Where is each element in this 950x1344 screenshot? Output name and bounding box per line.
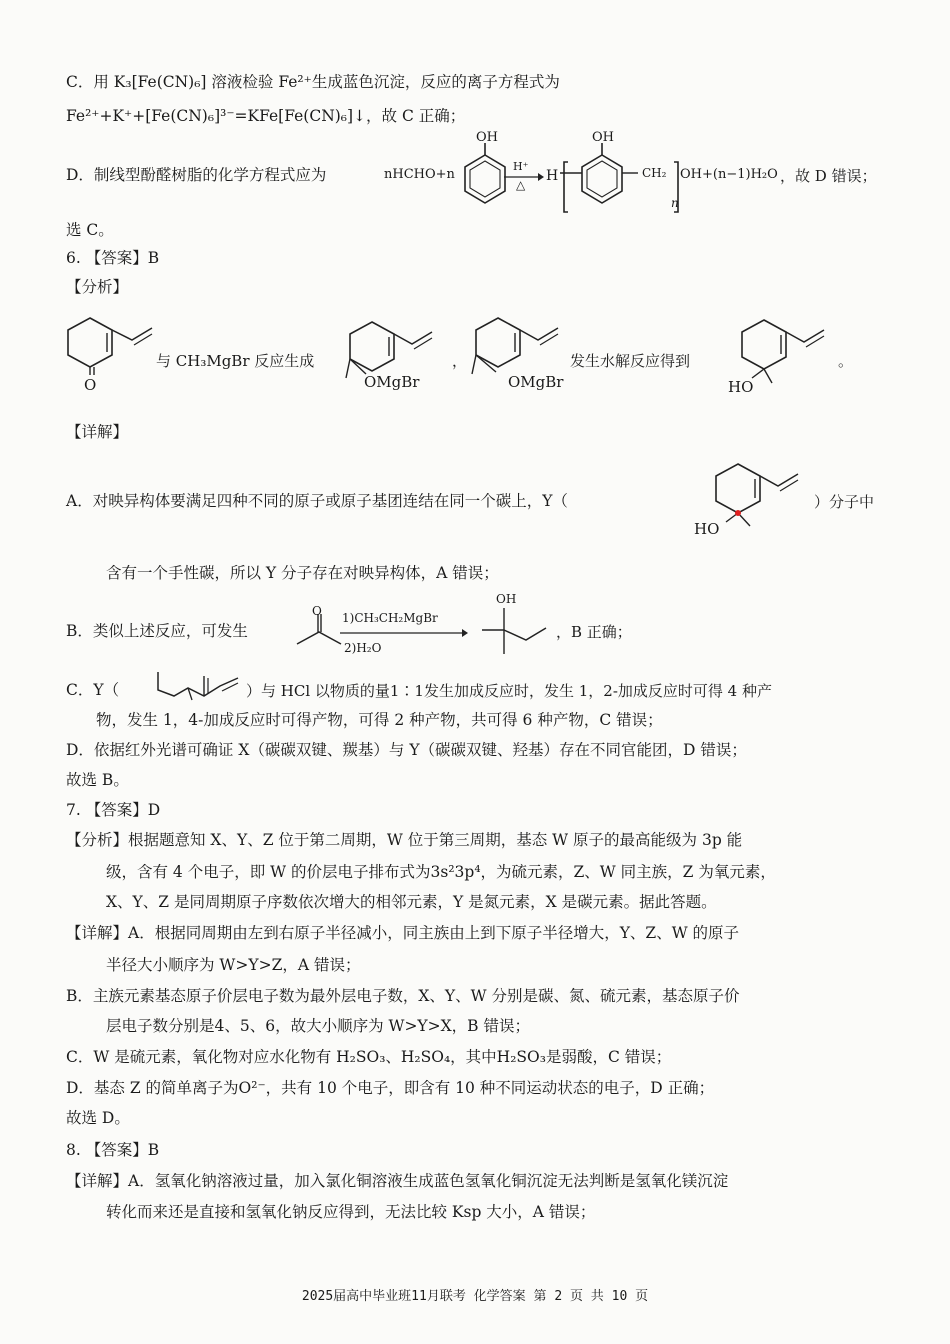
- q6-option-b-conclusion: ，B 正确；: [556, 623, 632, 641]
- carbonyl-o-label: O: [84, 376, 97, 394]
- q7-detail-line1: 【详解】A．根据同周期由左到右原子半径减小，同主族由上到下原子半径增大，Y、Z、W 的原子: [66, 924, 740, 942]
- diene-structure: [148, 666, 244, 702]
- q7-option-d: D．基态 Z 的简单离子为O²⁻，共有 10 个电子，即含有 10 种不同运动状态的电子，D 正确；: [66, 1079, 715, 1097]
- q7-option-b-line1: B．主族元素基态原子价层电子数为最外层电子数，X、Y、W 分别是碳、氮、硫元素，基态原子价: [66, 987, 740, 1005]
- repeat-n-label: n: [671, 196, 679, 210]
- q6-answer: 6. 【答案】B: [66, 249, 160, 267]
- q6-analysis-heading: 【分析】: [66, 278, 129, 296]
- q8-answer: 8. 【答案】B: [66, 1141, 160, 1159]
- analysis-end: 。: [838, 352, 854, 370]
- q6-option-c-line2: 物，发生 1，4-加成反应时可得产物，可得 2 种产物，共可得 6 种产物，C 错误；: [96, 711, 663, 729]
- heat-symbol: △: [516, 178, 526, 192]
- q7-answer: 7. 【答案】D: [66, 801, 161, 819]
- acetone-o-label: O: [312, 604, 322, 618]
- chiral-ho-label: HO: [694, 520, 720, 538]
- q6-option-a-line1: A．对映异构体要满足四种不同的原子或原子基团连结在同一个碳上，Y（: [66, 492, 568, 510]
- q8-detail-line1: 【详解】A．氢氧化钠溶液过量，加入氯化铜溶液生成蓝色氢氧化铜沉淀无法判断是氢氧化镁沉淀: [66, 1172, 729, 1190]
- q5-option-c-line1: C．用 K₃[Fe(CN)₆] 溶液检验 Fe²⁺生成蓝色沉淀，反应的离子方程式为: [66, 73, 560, 91]
- q6-option-a-line1-end: ）分子中: [814, 493, 875, 511]
- q6-option-c-line1: ）与 HCl 以物质的量1∶1发生加成反应时，发生 1，2-加成反应时可得 4 种产: [246, 682, 772, 700]
- q7-selection: 故选 D。: [66, 1109, 130, 1127]
- grignard-reagent: 1)CH₃CH₂MgBr: [342, 611, 438, 625]
- q5-option-c-line2: Fe²⁺+K⁺+[Fe(CN)₆]³⁻=KFe[Fe(CN)₆]↓，故 C 正确；: [66, 107, 466, 125]
- q7-option-b-line2: 层电子数分别是4、5、6，故大小顺序为 W>Y>X，B 错误；: [106, 1017, 531, 1035]
- q7-analysis-line3: X、Y、Z 是同周期原子序数依次增大的相邻元素，Y 是氮元素，X 是碳元素。据此答题。: [106, 893, 717, 911]
- q7-analysis-line2: 级，含有 4 个电子，即 W 的价层电子排布式为3s²3p⁴，为硫元素，Z、W 同主族，Z 为氧元素，: [106, 863, 776, 881]
- resin-products: OH+(n−1)H₂O: [680, 167, 778, 182]
- analysis-text-2: 发生水解反应得到: [570, 352, 691, 370]
- omgbr-label-2: OMgBr: [508, 373, 564, 391]
- q8-detail-line2: 转化而来还是直接和氢氧化钠反应得到，无法比较 Ksp 大小，A 错误；: [106, 1203, 596, 1221]
- analysis-text-1: 与 CH₃MgBr 反应生成: [156, 352, 315, 370]
- chiral-y-structure: [704, 460, 814, 535]
- resin-ch2-label: CH₂: [642, 166, 667, 180]
- q6-option-c-prefix: C．Y（: [66, 681, 120, 699]
- q6-detail-heading: 【详解】: [66, 423, 129, 441]
- product-h-label: H: [546, 168, 559, 184]
- q6-selection: 故选 B。: [66, 771, 129, 789]
- q5-option-d-conclusion: ，故 D 错误；: [780, 167, 877, 185]
- q6-option-b-prefix: B．类似上述反应，可发生: [66, 622, 248, 640]
- phenol-oh-label: OH: [476, 130, 498, 145]
- q7-option-c: C．W 是硫元素，氧化物对应水化物有 H₂SO₃、H₂SO₄，其中H₂SO₃是弱酸，C 错误；: [66, 1048, 672, 1066]
- hydrolysis-step: 2)H₂O: [344, 641, 382, 655]
- hydroxyl-ho-label: HO: [728, 378, 754, 396]
- comma: ，: [452, 352, 468, 370]
- grignard-arrow: [340, 628, 468, 638]
- omgbr-label-1: OMgBr: [364, 373, 420, 391]
- page-footer: 2025届高中毕业班11月联考 化学答案 第 2 页 共 10 页: [301, 1289, 649, 1304]
- q5-d-reactants: nHCHO+n: [384, 167, 455, 182]
- q7-detail-line2: 半径大小顺序为 W>Y>Z，A 错误；: [106, 956, 361, 974]
- q6-option-a-line2: 含有一个手性碳，所以 Y 分子存在对映异构体，A 错误；: [106, 564, 499, 582]
- q5-selection: 选 C。: [66, 221, 114, 239]
- q6-option-d: D．依据红外光谱可确证 X（碳碳双键、羰基）与 Y（碳碳双键、羟基）存在不同官能团，D 错误；: [66, 741, 747, 759]
- q7-analysis-line1: 【分析】根据题意知 X、Y、Z 位于第二周期，W 位于第三周期，基态 W 原子的最高能级为 3p 能: [66, 831, 743, 849]
- reactant-x-structure: [64, 310, 159, 385]
- alcohol-oh-label: OH: [496, 592, 517, 606]
- catalyst-h-plus: H⁺: [513, 160, 529, 173]
- resin-oh-label: OH: [592, 130, 614, 145]
- q5-option-d-prefix: D．制线型酚醛树脂的化学方程式应为: [66, 166, 327, 184]
